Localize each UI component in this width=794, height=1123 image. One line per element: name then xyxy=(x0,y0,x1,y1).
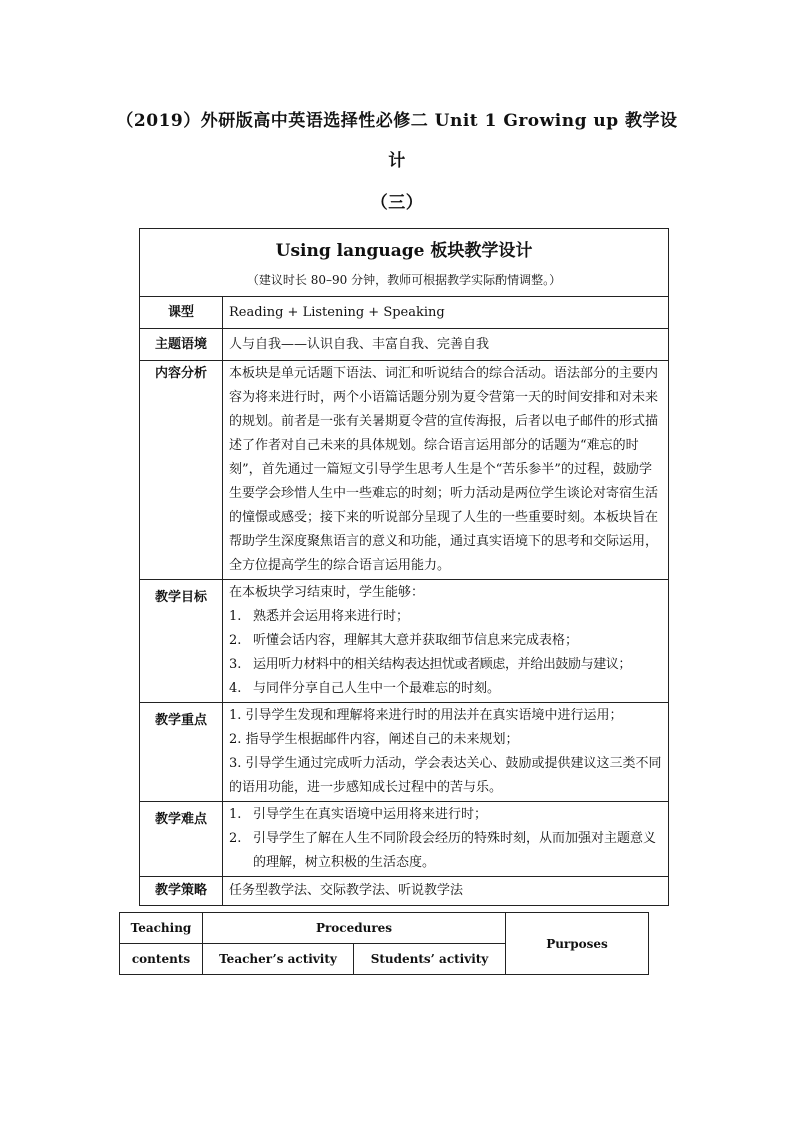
list-number: 4. xyxy=(229,681,242,696)
list-text: 与同伴分享自己人生中一个最难忘的时刻。 xyxy=(253,681,501,696)
table-header-cell xyxy=(140,229,669,297)
document-title-line-2: 计 xyxy=(388,151,406,171)
value-objectives xyxy=(223,580,669,703)
label-theme: 主题语境 xyxy=(140,329,223,361)
row-objectives xyxy=(140,580,669,703)
label-difficulties: 教学难点 xyxy=(140,802,223,877)
document-title-line-1: （2019）外研版高中英语选择性必修二 Unit 1 Growing up 教学设 xyxy=(116,111,678,131)
value-content-analysis: 本板块是单元话题下语法、词汇和听说结合的综合活动。语法部分的主要内容为将来进行时，两个小语篇话题分别为夏令营第一天的时间安排和对未来的规划。前者是一张有关暑期夏令营的宣传海报，后者以电子邮件的形式描述了作者对自己未来的具体规划。综合语言运用部分的话题为“难忘的时刻”，首先通过一篇短文引导学生思考人生是个“苦乐参半”的过程，鼓励学生要学会珍惜人生中一些难忘的时刻；听力活动是两位学生谈论对寄宿生活的憧憬或感受；接下来的听说部分呈现了人生的一些重要时刻。本板块旨在帮助学生深度聚焦语言的意义和功能，通过真实语境下的思考和交际运用，全方位提高学生的综合语言运用能力。 xyxy=(223,361,669,580)
value-key-points xyxy=(223,703,669,802)
row-strategies xyxy=(140,877,669,906)
row-difficulties xyxy=(140,802,669,877)
row-theme xyxy=(140,329,669,361)
row-content-analysis xyxy=(140,361,669,580)
list-text: 运用听力材料中的相关结构表达担忧或者顾虑，并给出鼓励与建议； xyxy=(253,657,632,672)
label-strategies: 教学策略 xyxy=(140,877,223,906)
list-text: 熟悉并会运用将来进行时； xyxy=(253,609,410,624)
list-item xyxy=(229,629,662,653)
list-text: 听懂会话内容，理解其大意并获取细节信息来完成表格； xyxy=(253,633,579,648)
list-item: 2. 指导学生根据邮件内容，阐述自己的未来规划； xyxy=(229,732,519,747)
value-difficulties xyxy=(223,802,669,877)
teaching-contents-header-top: Teaching xyxy=(120,913,203,944)
teaching-contents-header-bottom: contents xyxy=(120,944,203,975)
list-item xyxy=(229,677,662,701)
row-key-points xyxy=(140,703,669,802)
section-title: Using language 板块教学设计 xyxy=(275,241,533,261)
list-number: 2. xyxy=(229,633,242,648)
students-activity-header: Students’ activity xyxy=(354,944,506,975)
list-item xyxy=(229,827,662,875)
document-subtitle: （三） xyxy=(370,193,424,213)
list-item xyxy=(229,803,662,827)
row-course-type xyxy=(140,297,669,329)
label-objectives: 教学目标 xyxy=(140,580,223,703)
list-text: 引导学生了解在人生不同阶段会经历的特殊时刻，从而加强对主题意义的理解，树立积极的生活态度。 xyxy=(253,831,657,870)
teacher-activity-header: Teacher’s activity xyxy=(203,944,354,975)
objectives-intro: 在本板块学习结束时，学生能够： xyxy=(229,585,425,600)
value-theme: 人与自我——认识自我、丰富自我、完善自我 xyxy=(223,329,669,361)
list-item: 1. 引导学生发现和理解将来进行时的用法并在真实语境中进行运用； xyxy=(229,708,623,723)
list-number: 1. xyxy=(229,807,242,822)
lesson-design-table xyxy=(139,228,669,906)
list-text: 引导学生在真实语境中运用将来进行时； xyxy=(253,807,488,822)
list-item xyxy=(229,605,662,629)
list-number: 3. xyxy=(229,657,242,672)
list-item: 3. 引导学生通过完成听力活动，学会表达关心、鼓励或提供建议这三类不同的语用功能，进一步感知成长过程中的苦与乐。 xyxy=(229,756,662,795)
purposes-header: Purposes xyxy=(506,913,649,975)
label-course-type: 课型 xyxy=(140,297,223,329)
value-course-type: Reading + Listening + Speaking xyxy=(223,297,669,329)
list-number: 1. xyxy=(229,609,242,624)
procedures-table xyxy=(119,912,649,975)
list-number: 2. xyxy=(229,831,242,846)
procedures-header: Procedures xyxy=(203,913,506,944)
label-content-analysis: 内容分析 xyxy=(140,361,223,580)
duration-note: （建议时长 80–90 分钟，教师可根据教学实际酌情调整。） xyxy=(246,273,562,287)
list-item xyxy=(229,653,662,677)
value-strategies: 任务型教学法、交际教学法、听说教学法 xyxy=(223,877,669,906)
label-key-points: 教学重点 xyxy=(140,703,223,802)
